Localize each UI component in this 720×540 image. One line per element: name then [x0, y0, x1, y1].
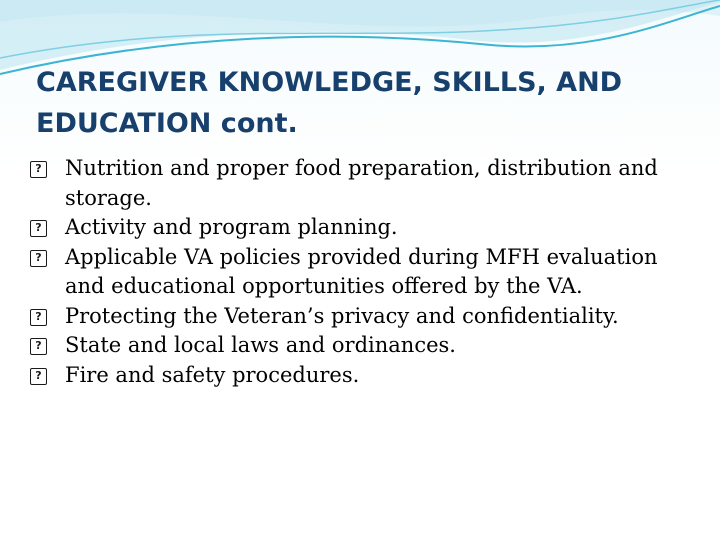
bullet-text: Activity and program planning. — [65, 215, 398, 239]
bullet-text: Protecting the Veteran’s privacy and confidentiality. — [65, 303, 619, 328]
bullet-list — [30, 154, 690, 390]
missing-glyph-icon: ? — [30, 220, 47, 237]
bullet-item — [30, 213, 690, 243]
missing-glyph-icon: ? — [30, 161, 47, 178]
bullet-text: Applicable VA policies provided during MFH evaluation and educational opportunities offered by the VA. — [65, 244, 658, 298]
bullet-item — [30, 243, 690, 302]
bullet-item — [30, 154, 690, 213]
bullet-text: Nutrition and proper food preparation, distribution and storage. — [65, 156, 658, 210]
bullet-item — [30, 331, 690, 361]
bullet-item — [30, 361, 690, 391]
missing-glyph-icon: ? — [30, 338, 47, 355]
slide-title: CAREGIVER KNOWLEDGE, SKILLS, AND EDUCATION cont. — [36, 67, 623, 139]
bullet-item — [30, 302, 690, 332]
missing-glyph-icon: ? — [30, 368, 47, 385]
missing-glyph-icon: ? — [30, 309, 47, 326]
bullet-text: Fire and safety procedures. — [65, 362, 360, 387]
bullet-text: State and local laws and ordinances. — [65, 333, 456, 357]
missing-glyph-icon: ? — [30, 250, 47, 267]
